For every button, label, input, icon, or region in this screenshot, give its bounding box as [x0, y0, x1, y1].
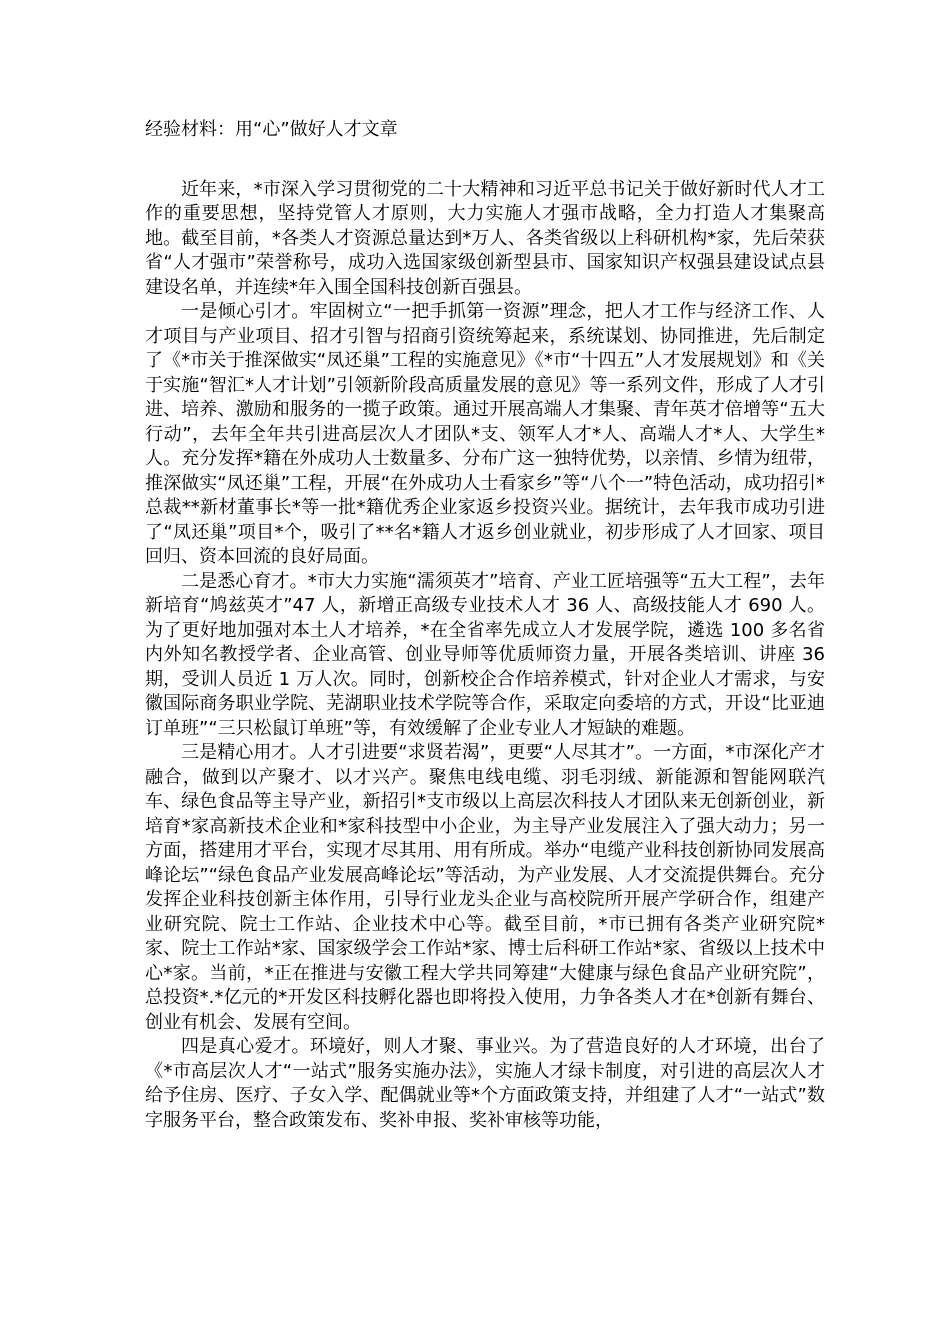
document-title: 经验材料：用“心”做好人才文章	[145, 119, 398, 140]
paragraph-attract-talent: 一是倾心引才。牢固树立“一把手抓第一资源”理念，把人才工作与经济工作、人才项目与产业项目、招才引智与招商引资统筹起来，系统谋划、协同推进，先后制定了《*市关于推深做实“凤还巢”工程的实施意见》《*市“十四五”人才发展规划》和《关于实施“智汇*人才计划”引领新阶段高质量发展的意见》等一系列文件，形成了人才引进、培养、激励和服务的一揽子政策。通过开展高端人才集聚、青年英才倍增等“五大行动”，去年全年共引进高层次人才团队*支、领军人才*人、高端人才*人、大学生*人。充分发挥*籍在外成功人士数量多、分布广这一独特优势，以亲情、乡情为纽带，推深做实“凤还巢”工程，开展“在外成功人士看家乡”等“八个一”特色活动，成功招引*总裁**新材董事长*等一批*籍优秀企业家返乡投资兴业。据统计，去年我市成功引进了“凤还巢”项目*个，吸引了**名*籍人才返乡创业就业，初步形成了人才回家、项目回归、资本回流的良好局面。	[145, 301, 825, 567]
paragraph-cultivate-talent: 二是悉心育才。*市大力实施“濡须英才”培育、产业工匠培强等“五大工程”，去年新培育“鸠兹英才”47 人，新增正高级专业技术人才 36 人、高级技能人才 690 人。为了更好地加强对本土人才培养，*在全省率先成立人才发展学院，遴选 100 多名省内外知名教授学者、企业高管、创业导师等优质师资力量，开展各类培训、讲座 36 期，受训人员近 1 万人次。同时，创新校企合作培养模式，针对企业人才需求，与安徽国际商务职业学院、芜湖职业技术学院等合作，采取定向委培的方式，开设“比亚迪订单班”“三只松鼠订单班”等，有效缓解了企业专业人才短缺的难题。	[145, 570, 825, 739]
paragraph-care-talent: 四是真心爱才。环境好，则人才聚、事业兴。为了营造良好的人才环境，出台了《*市高层次人才“一站式”服务实施办法》，实施人才绿卡制度，对引进的高层次人才给予住房、医疗、子女入学、配偶就业等*个方面政策支持，并组建了人才“一站式”数字服务平台，整合政策发布、奖补申报、奖补审核等功能，	[145, 1036, 825, 1131]
paragraph-use-talent: 三是精心用才。人才引进要“求贤若渴”，更要“人尽其才”。一方面，*市深化产才融合，做到以产聚才、以才兴产。聚焦电线电缆、羽毛羽绒、新能源和智能网联汽车、绿色食品等主导产业，新招引*支市级以上高层次科技人才团队来无创新创业，新培育*家高新技术企业和*家科技型中小企业，为主导产业发展注入了强大动力；另一方面，搭建用才平台，实现才尽其用、用有所成。举办“电缆产业科技创新协同发展高峰论坛”“绿色食品产业发展高峰论坛”等活动，为产业发展、人才交流提供舞台。充分发挥企业科技创新主体作用，引导行业龙头企业与高校院所开展产学研合作，组建产业研究院、院士工作站、企业技术中心等。截至目前，*市已拥有各类产业研究院*家、院士工作站*家、国家级学会工作站*家、博士后科研工作站*家、省级以上技术中心*家。当前，*正在推进与安徽工程大学共同筹建“大健康与绿色食品产业研究院”，总投资*.*亿元的*开发区科技孵化器也即将投入使用，力争各类人才在*创新有舞台、创业有机会、发展有空间。	[145, 742, 825, 1033]
paragraph-intro: 近年来，*市深入学习贯彻党的二十大精神和习近平总书记关于做好新时代人才工作的重要思想，坚持党管人才原则，大力实施人才强市战略，全力打造人才集聚高地。截至目前，*各类人才资源总量达到*万人、各类省级以上科研机构*家，先后荣获省“人才强市”荣誉称号，成功入选国家级创新型县市、国家知识产权强县建设试点县建设名单，并连续*年入围全国科技创新百强县。	[145, 178, 825, 298]
document-page	[145, 118, 825, 1133]
